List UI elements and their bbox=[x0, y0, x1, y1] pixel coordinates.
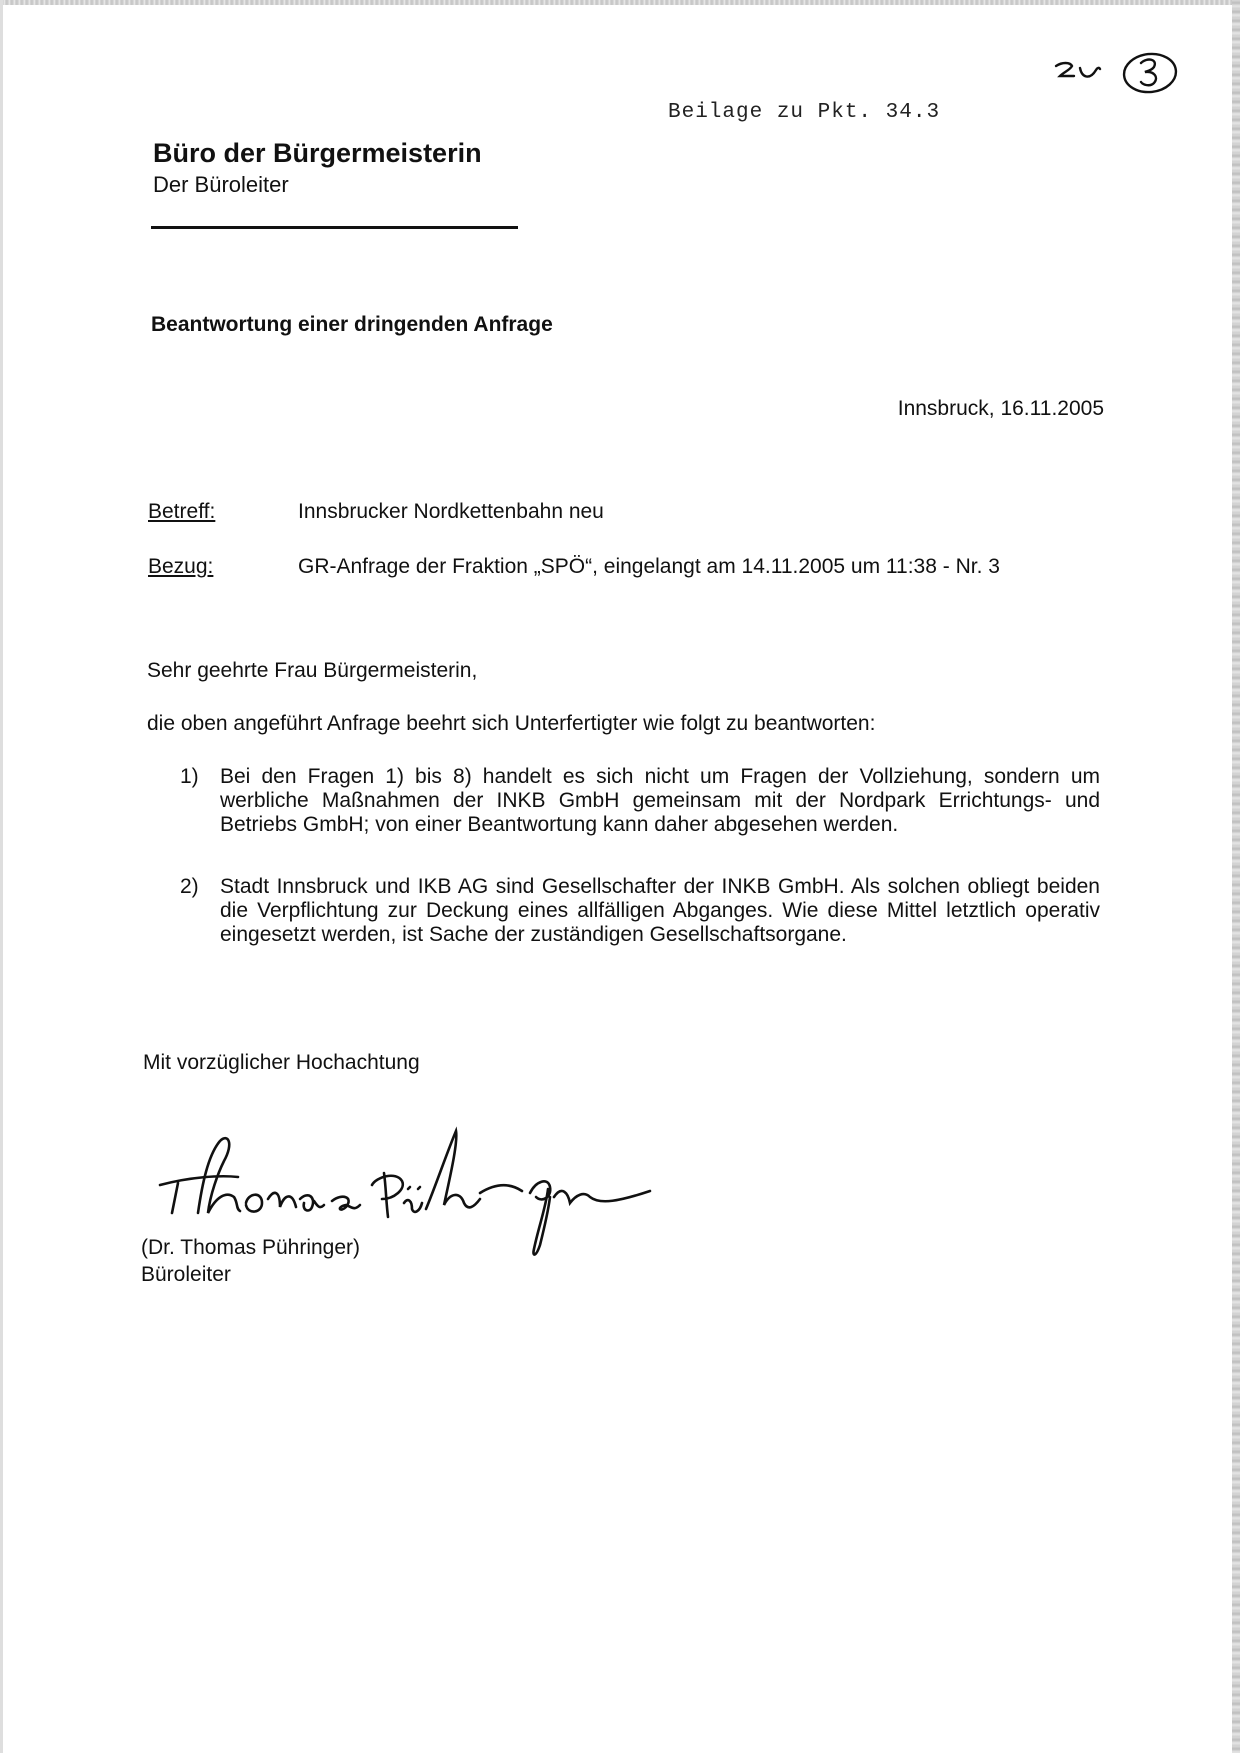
subject-label: Betreff: bbox=[148, 500, 216, 523]
closing-phrase: Mit vorzüglicher Hochachtung bbox=[143, 1051, 420, 1074]
scan-edge-right bbox=[1232, 0, 1240, 1753]
subject-value: Innsbrucker Nordkettenbahn neu bbox=[298, 500, 604, 523]
office-name: Büro der Bürgermeisterin bbox=[153, 138, 482, 168]
answer-item bbox=[180, 875, 1100, 947]
signatory-title: Büroleiter bbox=[141, 1263, 231, 1286]
answer-list bbox=[180, 765, 1100, 971]
scan-edge-top bbox=[0, 0, 1240, 5]
document-title: Beantwortung einer dringenden Anfrage bbox=[151, 313, 553, 336]
header-divider bbox=[151, 226, 518, 229]
signatory-name: (Dr. Thomas Pühringer) bbox=[141, 1236, 361, 1259]
intro-paragraph: die oben angeführt Anfrage beehrt sich Unterfertigter wie folgt zu beantworten: bbox=[147, 712, 876, 735]
scan-edge-left bbox=[0, 0, 3, 1753]
handwritten-page-mark bbox=[1050, 48, 1185, 98]
salutation: Sehr geehrte Frau Bürgermeisterin, bbox=[147, 659, 478, 682]
place-date: Innsbruck, 16.11.2005 bbox=[897, 397, 1104, 420]
department-name: Der Büroleiter bbox=[153, 172, 289, 197]
reference-label: Bezug: bbox=[148, 555, 214, 578]
answer-text: Stadt Innsbruck und IKB AG sind Gesellschafter der INKB GmbH. Als solchen obliegt beiden die Verpflichtung zur Deckung eines allfälligen Abganges. Wie diese Mittel letztlich operativ eingesetzt werden, ist Sache der zuständigen Gesellschaftsorgane. bbox=[220, 875, 1100, 946]
answer-number: 1) bbox=[180, 765, 199, 788]
answer-item bbox=[180, 765, 1100, 837]
answer-number: 2) bbox=[180, 875, 199, 898]
attachment-note: Beilage zu Pkt. 34.3 bbox=[668, 101, 941, 124]
reference-value: GR-Anfrage der Fraktion „SPÖ“, eingelangt am 14.11.2005 um 11:38 - Nr. 3 bbox=[298, 555, 1000, 578]
answer-text: Bei den Fragen 1) bis 8) handelt es sich nicht um Fragen der Vollziehung, sondern um werbliche Maßnahmen der INKB GmbH gemeinsam mit der Nordpark Errichtungs- und Betriebs GmbH; von einer Beantwortung kann daher abgesehen werden. bbox=[220, 765, 1100, 836]
